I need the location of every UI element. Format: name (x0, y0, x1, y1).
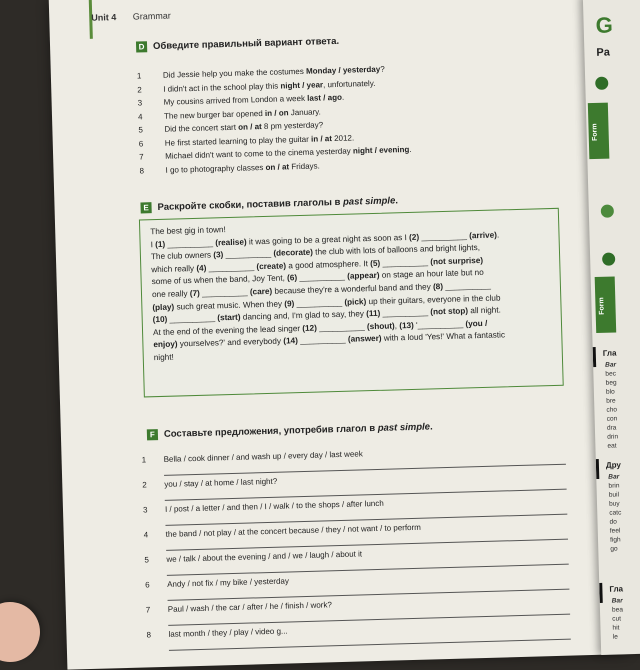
item-prompt: Andy / not fix / my bike / yesterday (166, 576, 290, 589)
page-header (91, 11, 171, 23)
answer-options[interactable]: in / at (310, 133, 333, 144)
side-word: bre (606, 397, 616, 405)
text-line: one really (7) __________ (care) because they're a wonderful band and they (8) __________ (151, 280, 491, 300)
item-number: 6 (145, 580, 150, 590)
section-f-title: Составьте предложения, употребив глагол в past simple. (163, 421, 433, 440)
answer-line[interactable] (169, 639, 571, 651)
section-f-heading (147, 421, 433, 440)
text-line: which really (4) __________ (create) a good atmosphere. It (5) __________ (not surprise) (151, 255, 484, 274)
side-word: cho (606, 406, 618, 414)
side-word: cut (612, 615, 622, 623)
item-number: 1 (136, 71, 142, 81)
side-word: bec (605, 370, 617, 378)
text-line: At the end of the evening the lead singer (12) __________ (shout), (13) '__________ (you / (152, 318, 488, 337)
item-text: Michael didn't want to come to the cinema yesterday night / evening. (165, 145, 412, 162)
side-word: hit (612, 624, 620, 632)
side-word: Bar (608, 473, 620, 481)
item-number: 5 (144, 555, 150, 565)
side-word-list (608, 472, 622, 553)
text-line: The club owners (3) __________ (decorate) the club with lots of balloons and bright lights, (150, 243, 481, 262)
side-group-heading: Гла (602, 348, 617, 358)
side-page-subtitle: Pa (596, 46, 611, 59)
side-tab-form-1: Form (588, 103, 610, 160)
section-e-text-box (139, 208, 564, 398)
item-number: 2 (137, 85, 142, 95)
item-number: 5 (138, 125, 144, 135)
item-number: 4 (137, 112, 143, 122)
side-word: buy (608, 500, 620, 508)
side-page-title: G (595, 12, 614, 38)
item-number: 3 (142, 505, 148, 515)
item-number: 7 (139, 152, 144, 162)
side-word: Bar (611, 597, 623, 605)
workbook-page (49, 0, 627, 670)
side-word: feel (609, 527, 621, 535)
side-note-circle (601, 204, 614, 217)
item-text: My cousins arrived from London a week last / ago. (163, 92, 345, 108)
side-tab-form-2: Form (595, 276, 617, 333)
section-marker (593, 347, 597, 367)
item-number: 8 (139, 166, 145, 176)
side-word: beg (605, 379, 617, 387)
item-number: 8 (146, 630, 152, 640)
answer-options[interactable]: Monday / yesterday (305, 64, 381, 77)
thumb-in-frame (0, 602, 40, 662)
side-word: eat (607, 442, 617, 450)
text-line: (10) __________ (start) dancing and, I'm glad to say, they (11) __________ (not stop) all night. (152, 305, 501, 325)
side-word-list (612, 596, 624, 641)
bullet-circle-icon-2 (602, 252, 615, 265)
side-word: Bar (605, 361, 617, 369)
item-prompt: Paul / wash / the car / after / he / finish / work? (167, 600, 332, 614)
item-number: 1 (141, 455, 147, 465)
item-number: 2 (142, 480, 147, 490)
side-word: catc (609, 509, 622, 517)
section-f-badge: F (147, 429, 158, 440)
section-e-heading (140, 195, 398, 213)
item-number: 7 (145, 605, 151, 615)
text-line: I (1) __________ (realise) it was going to be a great night as soon as I (2) __________ (arrive). (150, 230, 500, 249)
section-d-badge: D (136, 41, 147, 52)
item-text: I go to photography classes on / at Fridays. (165, 161, 320, 175)
side-word: figh (609, 536, 621, 544)
item-prompt: last month / they / play / video g... (168, 626, 288, 639)
side-word: do (609, 518, 617, 526)
item-prompt: I / post / a letter / and then / I / walk / to the shops / after lunch (164, 498, 384, 514)
text-line: enjoy) yourselves?' and everybody (14) __________ (answer) with a loud 'Yes!' What a fantastic (153, 330, 506, 350)
text-line: some of us when the band, Joy Tent, (6) __________ (appear) on stage an hour late but no (151, 268, 484, 287)
section-d-title: Обведите правильный вариант ответа. (152, 35, 340, 53)
unit-label: Unit 4 (91, 12, 117, 23)
side-word: blo (605, 388, 615, 396)
side-word: go (610, 545, 618, 553)
item-prompt: Bella / cook dinner / and wash up / every day / last week (163, 449, 363, 464)
answer-options[interactable]: on / at (238, 122, 262, 132)
item-prompt: you / stay / at home / last night? (164, 476, 278, 489)
side-word-list (605, 360, 619, 450)
side-word: dra (606, 424, 617, 432)
item-text: Did the concert start on / at 8 pm yesterday? (164, 120, 324, 135)
text-line: The best gig in town! (150, 225, 226, 237)
side-word: con (606, 415, 618, 423)
item-text: The new burger bar opened in / on January. (163, 107, 321, 121)
side-word: bea (611, 606, 624, 614)
item-number: 6 (138, 139, 144, 149)
item-number: 4 (143, 530, 149, 540)
answer-options[interactable]: in / on (264, 108, 289, 118)
item-prompt: we / talk / about the evening / and / we / laugh / about it (166, 549, 363, 564)
side-word: buil (608, 491, 620, 499)
answer-options[interactable]: night / evening (352, 145, 410, 156)
section-e-title: Раскройте скобки, поставив глаголы в past simple. (157, 195, 399, 213)
side-group-heading: Дру (605, 460, 621, 470)
side-word: brin (608, 482, 620, 490)
item-text: He first started learning to play the guitar in / at 2012. (164, 133, 355, 148)
item-number: 3 (137, 98, 143, 108)
side-word: drin (607, 433, 619, 441)
item-text: Did Jessie help you make the costumes Monday / yesterday? (162, 64, 385, 81)
bullet-circle-icon (595, 77, 608, 90)
side-group-heading: Гла (609, 584, 624, 594)
section-marker (599, 583, 603, 603)
answer-options[interactable]: night / year (280, 80, 324, 91)
text-line: night! (153, 352, 174, 363)
section-label: Grammar (132, 10, 171, 22)
section-f-list (142, 443, 587, 655)
section-e-badge: E (140, 202, 151, 213)
answer-options[interactable]: last / ago (307, 93, 343, 104)
side-word: le (612, 633, 618, 641)
section-d-list (137, 58, 560, 178)
item-text: I didn't act in the school play this night / year, unfortunately. (163, 78, 376, 94)
text-line: (play) such great music. When they (9) __________ (pick) up their guitars, everyone in the club (152, 293, 501, 312)
item-prompt: the band / not play / at the concert because / they / not want / to perform (165, 522, 422, 539)
section-d-heading (136, 36, 339, 53)
answer-options[interactable]: on / at (265, 162, 290, 172)
section-marker (596, 459, 600, 479)
